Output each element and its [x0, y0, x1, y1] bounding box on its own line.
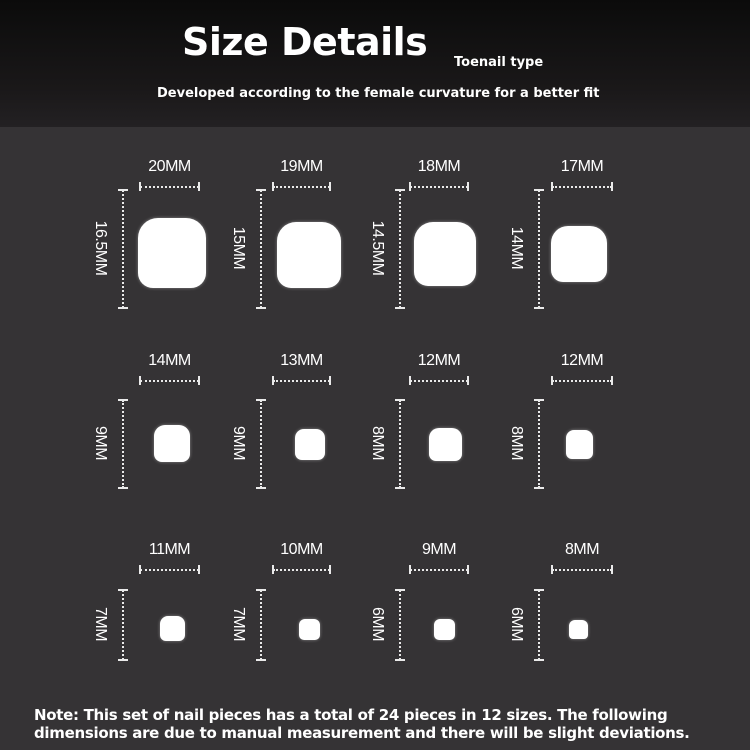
page-subtitle: Toenail type [454, 55, 544, 70]
nail-shape [434, 619, 455, 640]
height-dimension-line [122, 190, 124, 308]
height-dimension-line [122, 590, 124, 660]
height-label: 14MM [508, 226, 525, 270]
height-label: 16.5MM [92, 220, 109, 276]
height-dimension-line [538, 590, 540, 660]
width-label: 11MM [148, 541, 191, 558]
nail-shape [154, 425, 190, 462]
nail-shape [277, 222, 341, 288]
width-label: 12MM [560, 352, 604, 369]
height-dimension-line [399, 590, 401, 660]
height-label: 6MM [369, 606, 386, 642]
height-dimension-line [399, 190, 401, 308]
width-label: 8MM [564, 541, 600, 558]
width-dimension-line [552, 186, 612, 188]
page-title: Size Details [182, 20, 428, 64]
width-label: 13MM [280, 352, 323, 369]
width-dimension-line [273, 186, 330, 188]
width-dimension-line [552, 380, 612, 382]
height-dimension-line [260, 190, 262, 308]
nail-shape [295, 429, 325, 460]
nail-shape [299, 619, 320, 640]
page-description: Developed according to the female curvature for a better fit [157, 86, 600, 101]
width-label: 10MM [280, 541, 323, 558]
height-dimension-line [260, 590, 262, 660]
nail-shape [160, 616, 185, 641]
nail-shape [138, 218, 206, 288]
width-dimension-line [140, 186, 199, 188]
width-dimension-line [552, 569, 612, 571]
note-line-1: Note: This set of nail pieces has a total of 24 pieces in 12 sizes. The following [34, 706, 668, 724]
header-banner [0, 0, 750, 127]
width-dimension-line [410, 380, 468, 382]
height-dimension-line [122, 400, 124, 488]
height-label: 7MM [92, 606, 109, 642]
width-dimension-line [273, 569, 330, 571]
height-label: 8MM [508, 425, 525, 461]
width-label: 19MM [280, 158, 323, 175]
height-dimension-line [538, 400, 540, 488]
note-line-2: dimensions are due to manual measurement and there will be slight deviations. [34, 724, 690, 742]
width-label: 14MM [148, 352, 191, 369]
height-dimension-line [260, 400, 262, 488]
width-dimension-line [410, 569, 468, 571]
nail-shape [414, 222, 476, 286]
width-label: 12MM [417, 352, 461, 369]
height-label: 6MM [508, 606, 525, 642]
height-label: 14.5MM [369, 220, 386, 276]
height-label: 8MM [369, 425, 386, 461]
height-label: 9MM [230, 425, 247, 461]
width-dimension-line [140, 569, 199, 571]
nail-shape [566, 430, 593, 459]
width-label: 18MM [417, 158, 461, 175]
nail-shape [551, 226, 607, 282]
height-dimension-line [399, 400, 401, 488]
width-label: 20MM [148, 158, 191, 175]
note-text [34, 706, 734, 742]
nail-shape [569, 620, 588, 639]
width-dimension-line [140, 380, 199, 382]
height-label: 9MM [92, 425, 109, 461]
height-label: 15MM [230, 226, 247, 270]
width-label: 17MM [560, 158, 604, 175]
width-label: 9MM [421, 541, 457, 558]
width-dimension-line [273, 380, 330, 382]
height-label: 7MM [230, 606, 247, 642]
height-dimension-line [538, 190, 540, 308]
width-dimension-line [410, 186, 468, 188]
nail-shape [429, 428, 462, 461]
